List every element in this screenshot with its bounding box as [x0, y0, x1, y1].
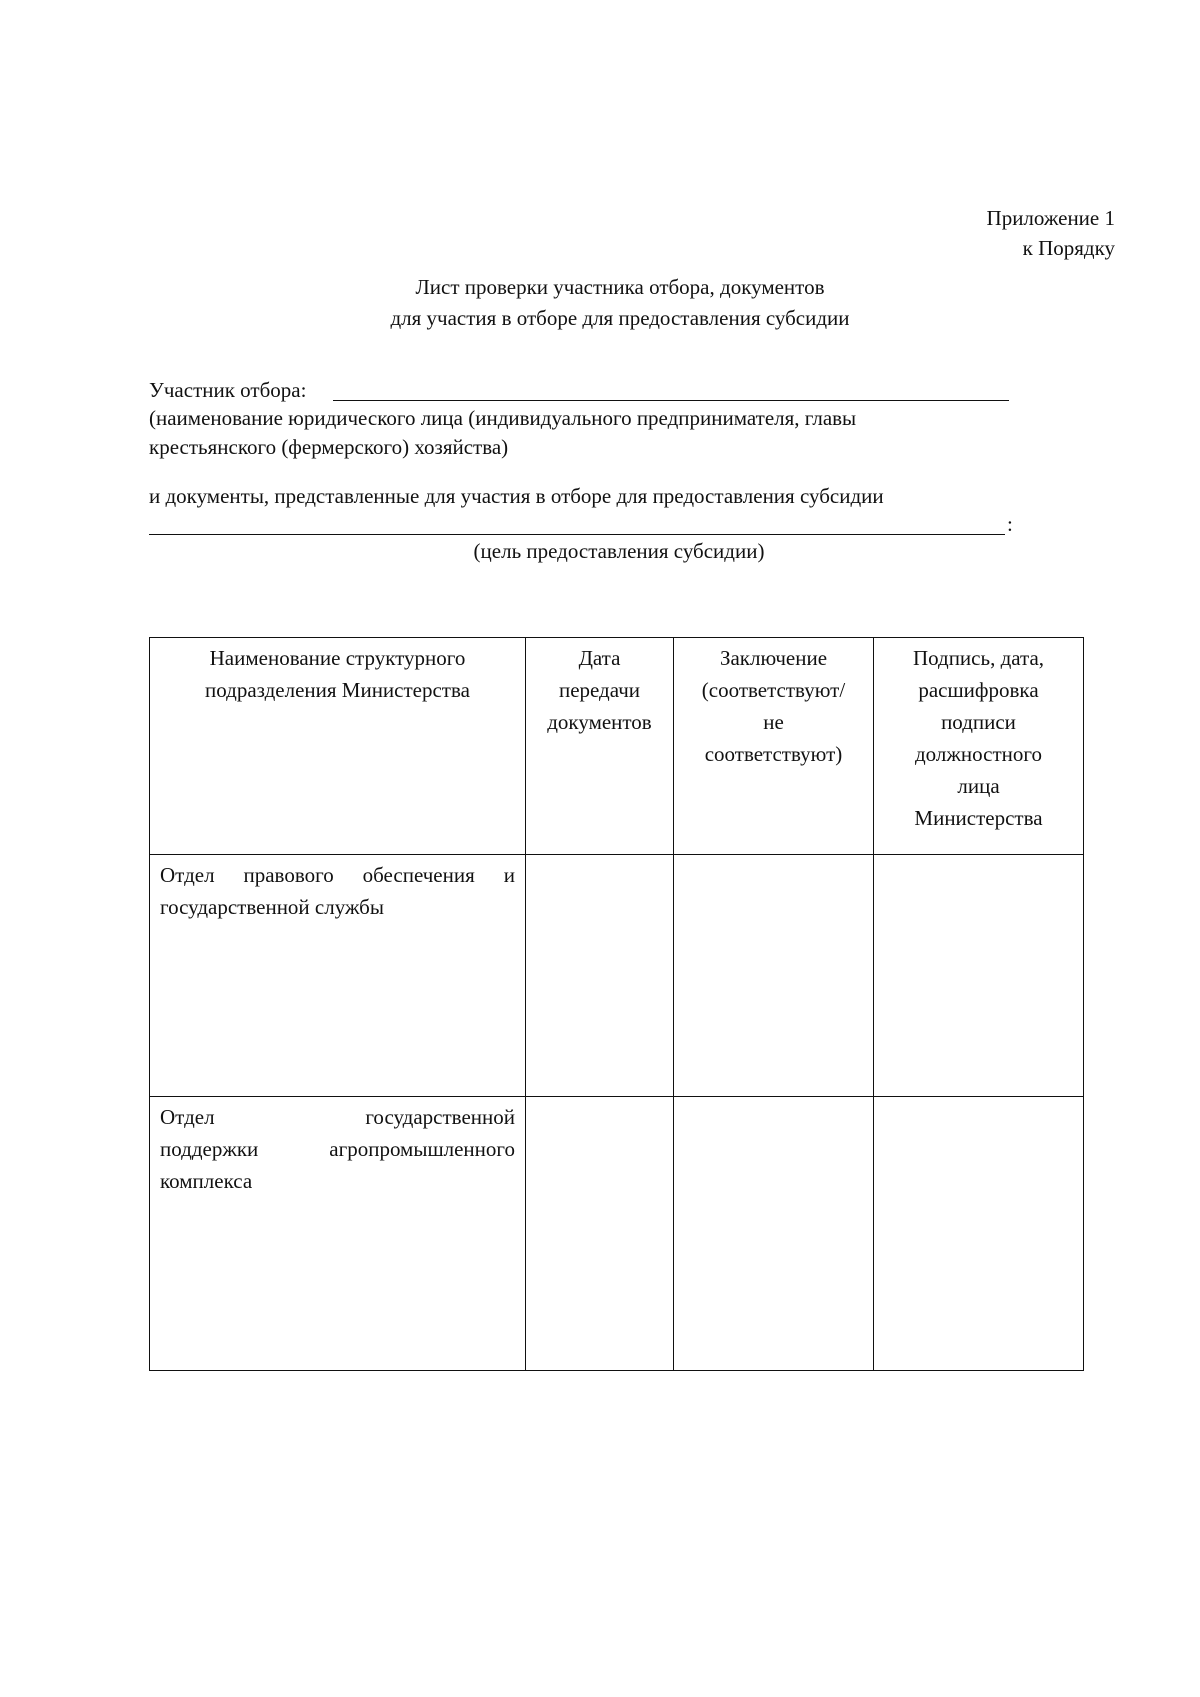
subsidy-purpose-caption: (цель предоставления субсидии) — [473, 539, 765, 563]
department-name-line — [160, 859, 515, 891]
department-name-line — [160, 1133, 515, 1165]
document-title-line-1: Лист проверки участника отбора, документов — [415, 275, 825, 299]
participant-name-blank-line — [333, 400, 1009, 401]
documents-text: и документы, представленные для участия в отборе для предоставления субсидии — [149, 484, 884, 508]
header-text: документов — [547, 710, 652, 734]
transfer-date-cell[interactable] — [526, 1097, 674, 1371]
word: государственной — [365, 1105, 515, 1129]
header-text: не — [763, 710, 784, 734]
conclusion-cell[interactable] — [674, 1097, 874, 1371]
document-title-line-2: для участия в отборе для предоставления субсидии — [390, 306, 850, 330]
signature-cell[interactable] — [874, 1097, 1084, 1371]
header-conclusion — [674, 638, 874, 855]
appendix-reference: к Порядку — [1022, 236, 1115, 260]
header-text: (соответствуют/ — [701, 678, 846, 702]
header-text: должностного — [915, 742, 1042, 766]
header-text: Подпись, дата, — [912, 646, 1045, 670]
appendix-number: Приложение 1 — [986, 206, 1115, 230]
documents-colon: : — [1007, 512, 1013, 536]
word: правового — [243, 863, 334, 887]
header-signature — [874, 638, 1084, 855]
table-header-row — [150, 638, 1084, 855]
checklist-table — [149, 637, 1084, 1371]
header-text: Министерства — [914, 806, 1043, 830]
header-text: передачи — [558, 678, 641, 702]
header-text: Наименование структурного — [209, 646, 466, 670]
header-text: соответствуют) — [704, 742, 843, 766]
header-department — [150, 638, 526, 855]
header-text: лица — [957, 774, 1000, 798]
department-name-line: комплекса — [160, 1169, 253, 1193]
participant-note-line-2: крестьянского (фермерского) хозяйства) — [149, 435, 509, 459]
word: обеспечения — [362, 863, 475, 887]
row-department-name — [150, 1097, 526, 1371]
table-row — [150, 855, 1084, 1097]
department-name-line — [160, 1101, 515, 1133]
conclusion-cell[interactable] — [674, 855, 874, 1097]
signature-cell[interactable] — [874, 855, 1084, 1097]
header-text: подписи — [941, 710, 1016, 734]
header-text: расшифровка — [918, 678, 1039, 702]
participant-note-line-1: (наименование юридического лица (индивидуального предпринимателя, главы — [149, 406, 857, 430]
word: агропромышленного — [329, 1137, 515, 1161]
transfer-date-cell[interactable] — [526, 855, 674, 1097]
row-department-name — [150, 855, 526, 1097]
word: Отдел — [160, 863, 215, 887]
word: поддержки — [160, 1137, 259, 1161]
header-text: Заключение — [719, 646, 828, 670]
header-text: подразделения Министерства — [205, 678, 470, 702]
header-text: Дата — [578, 646, 621, 670]
word: Отдел — [160, 1105, 215, 1129]
department-name-line: государственной службы — [160, 895, 384, 919]
header-transfer-date — [526, 638, 674, 855]
participant-label: Участник отбора: — [149, 378, 307, 402]
word: и — [503, 863, 515, 887]
subsidy-purpose-blank-line — [149, 534, 1005, 535]
table-row — [150, 1097, 1084, 1371]
